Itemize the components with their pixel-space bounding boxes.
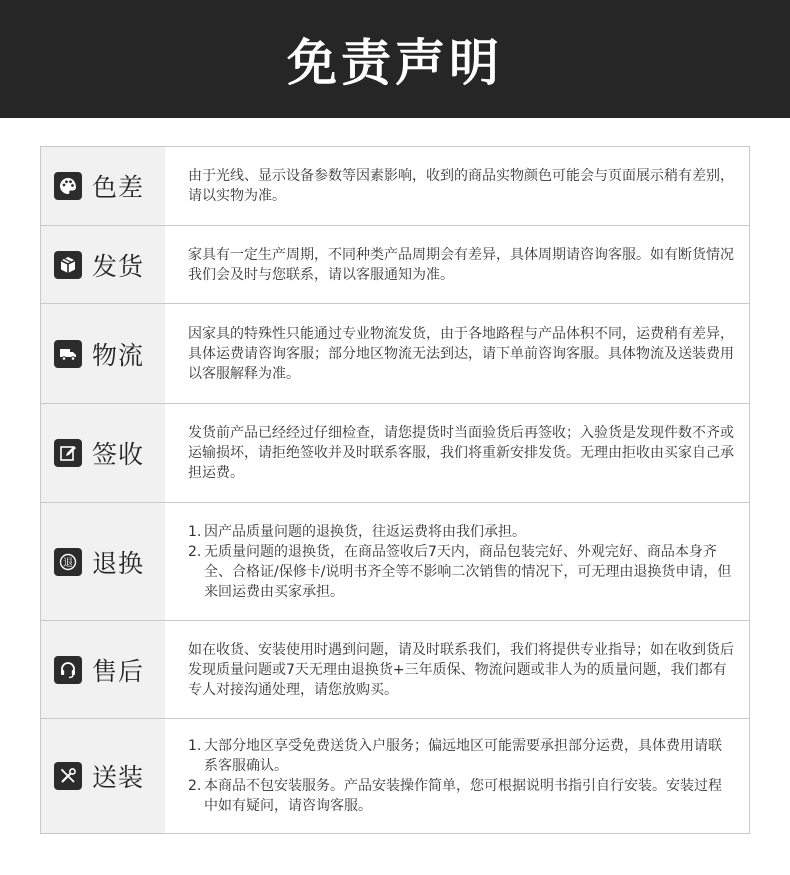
row-label: 色差 xyxy=(92,173,145,202)
palette-icon xyxy=(54,172,82,200)
disclaimer-row-aftersales xyxy=(41,621,749,719)
disclaimer-row-signing xyxy=(41,404,749,503)
list-number: 2. xyxy=(188,543,202,560)
row-text: 如在收货、安装使用时遇到问题，请及时联系我们，我们将提供专业指导；如在收到货后发现质量问题或7天无理由退换货+三年质保、物流问题或非人为的质量问题，我们都有专人对接沟通处理，请您放购买。 xyxy=(188,641,734,698)
row-content xyxy=(165,147,749,225)
list-number: 1. xyxy=(188,738,202,754)
disclaimer-row-color xyxy=(41,147,749,226)
page-header xyxy=(0,0,790,118)
row-label: 签收 xyxy=(92,440,145,469)
row-label-cell xyxy=(41,719,165,833)
headset-icon xyxy=(54,656,82,684)
row-text: 由于光线、显示设备参数等因素影响，收到的商品实物颜色可能会与页面展示稍有差别，请以实物为准。 xyxy=(188,168,734,204)
return-icon-glyph: 退 xyxy=(63,557,73,569)
row-content xyxy=(165,226,749,303)
row-label-cell xyxy=(41,621,165,718)
disclaimer-row-logistics xyxy=(41,304,749,404)
row-content xyxy=(165,719,749,833)
list-text: 大部分地区享受免费送货入户服务；偏远地区可能需要承担部分运费，具体费用请联系客服确认。 xyxy=(204,738,722,774)
row-label: 物流 xyxy=(92,340,145,370)
edit-icon xyxy=(54,439,82,467)
row-text: 家具有一定生产周期，不同种类产品周期会有差异，具体周期请咨询客服。如有断货情况我们会及时与您联系，请以客服通知为准。 xyxy=(188,246,734,283)
list-item xyxy=(188,776,735,816)
list-text: 无质量问题的退换货，在商品签收后7天内，商品包装完好、外观完好、商品本身齐全、合格证/保修卡/说明书齐全等不影响二次销售的情况下，可无理由退换货申请，但来回运费由买家承担。 xyxy=(204,543,732,600)
list-item xyxy=(188,522,735,542)
row-label-cell xyxy=(41,147,165,225)
row-label-cell xyxy=(41,304,165,403)
disclaimer-row-delivery-install xyxy=(41,719,749,833)
row-label-cell xyxy=(41,226,165,303)
box-icon xyxy=(54,251,82,279)
disclaimer-table xyxy=(40,146,750,834)
disclaimer-row-returns xyxy=(41,503,749,621)
list-item xyxy=(188,736,735,776)
row-label: 发货 xyxy=(92,251,145,281)
row-label: 售后 xyxy=(92,656,145,686)
row-label: 送装 xyxy=(92,763,145,792)
row-label: 退换 xyxy=(92,548,145,578)
truck-icon xyxy=(54,340,82,368)
row-text: 因家具的特殊性只能通过专业物流发货，由于各地路程与产品体积不同，运费稍有差异，具体运费请咨询客服；部分地区物流无法到达，请下单前咨询客服。具体物流及送装费用以客服解释为准。 xyxy=(188,325,734,382)
row-content xyxy=(165,404,749,502)
disclaimer-row-shipping xyxy=(41,226,749,304)
list-item xyxy=(188,542,735,602)
row-content xyxy=(165,304,749,403)
row-content xyxy=(165,621,749,718)
row-content xyxy=(165,503,749,620)
row-label-cell xyxy=(41,503,165,620)
row-label-cell xyxy=(41,404,165,502)
row-text: 发货前产品已经经过仔细检查，请您提货时当面验货后再签收；入验货是发现件数不齐或运输损坏，请拒绝签收并及时联系客服，我们将重新安排发货。无理由拒收由买家自己承担运费。 xyxy=(188,425,734,481)
list-text: 本商品不包安装服务。产品安装操作简单，您可根据说明书指引自行安装。安装过程中如有疑问，请咨询客服。 xyxy=(204,778,722,814)
list-text: 因产品质量问题的退换货，往返运费将由我们承担。 xyxy=(204,523,526,540)
list-number: 2. xyxy=(188,778,202,794)
list-number: 1. xyxy=(188,523,202,540)
return-icon xyxy=(54,548,82,576)
tools-icon xyxy=(54,762,82,790)
page-title: 免责声明 xyxy=(287,34,503,92)
